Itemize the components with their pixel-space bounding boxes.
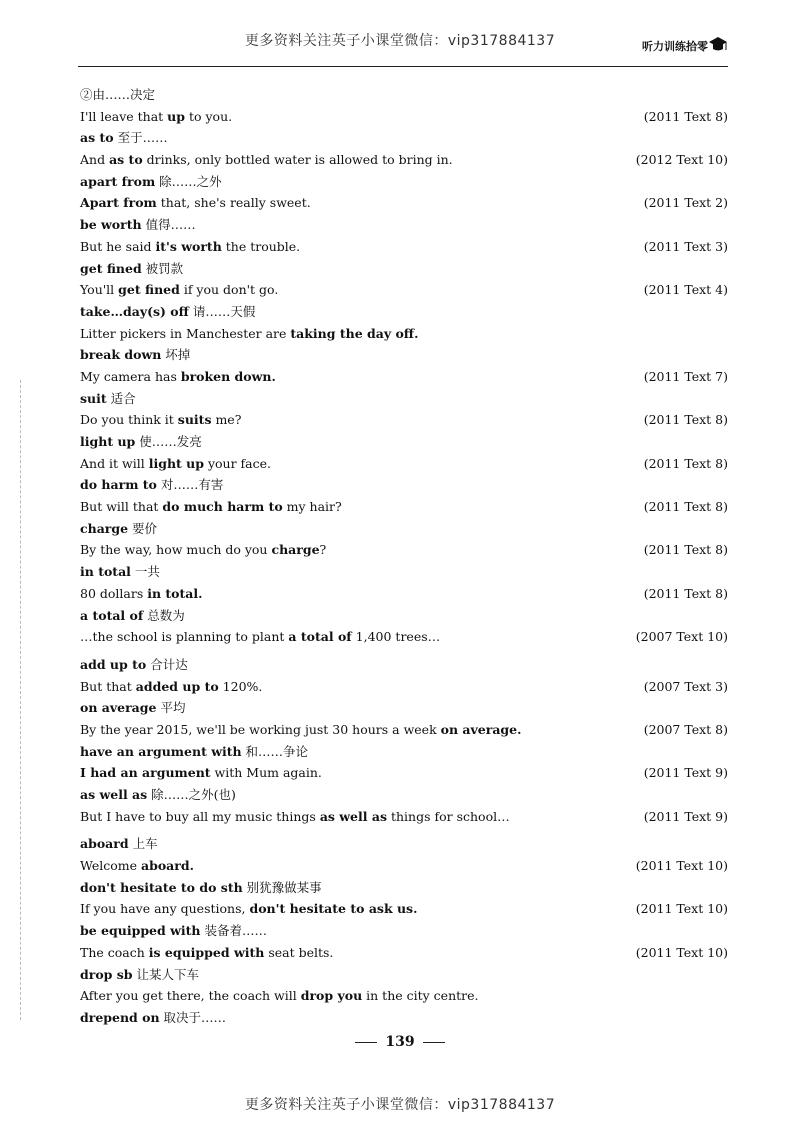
text-run: ②由……决定 xyxy=(80,87,156,102)
bold-phrase: charge xyxy=(80,520,129,536)
text-run: Do you think it xyxy=(80,412,178,428)
example-sentence xyxy=(80,676,730,698)
source-citation: (2011 Text 9) xyxy=(643,808,728,824)
example-sentence xyxy=(80,626,730,648)
text-run: 装备着…… xyxy=(200,923,267,939)
phrase-heading xyxy=(80,654,730,676)
bold-phrase: I had an argument xyxy=(80,765,211,781)
header-watermark: 更多资料关注英子小课堂微信：vip317884137 xyxy=(244,33,556,49)
text-run: But will that xyxy=(80,499,163,515)
vocabulary-list xyxy=(80,84,730,1029)
phrase-heading xyxy=(80,344,730,366)
bold-phrase: taking the day off. xyxy=(290,325,419,341)
bold-phrase: add up to xyxy=(80,656,147,672)
text-run: 请……天假 xyxy=(188,303,256,319)
text-run: 合计达 xyxy=(146,656,188,672)
text-run: my hair? xyxy=(282,499,342,515)
bold-phrase: aboard xyxy=(80,836,129,852)
example-sentence xyxy=(80,583,730,605)
scan-margin-line xyxy=(20,380,22,1020)
bold-phrase: do much harm to xyxy=(162,499,283,515)
example-sentence xyxy=(80,409,730,431)
source-citation: (2011 Text 4) xyxy=(643,282,728,298)
bold-phrase: Apart from xyxy=(80,195,157,211)
text-run: 120%. xyxy=(218,678,263,694)
source-citation: (2011 Text 8) xyxy=(643,585,728,601)
bold-phrase: as to xyxy=(109,152,143,168)
bold-phrase: on average xyxy=(80,700,157,716)
text-run: 坏掉 xyxy=(161,347,191,363)
phrase-heading xyxy=(80,474,730,496)
example-sentence xyxy=(80,279,730,301)
source-citation: (2011 Text 10) xyxy=(635,858,728,874)
bold-phrase: as to xyxy=(80,130,114,146)
text-run: seat belts. xyxy=(264,944,334,960)
text-run: 1,400 trees… xyxy=(351,629,441,645)
header-rule xyxy=(78,66,728,67)
text-run: that, she's really sweet. xyxy=(156,195,311,211)
phrase-heading xyxy=(80,214,730,236)
bold-phrase: be equipped with xyxy=(80,923,201,939)
source-citation: (2011 Text 8) xyxy=(643,108,728,124)
text-run: 使……发亮 xyxy=(135,434,202,449)
text-run: ? xyxy=(319,542,327,558)
source-citation: (2007 Text 8) xyxy=(643,721,728,737)
bold-phrase: drepend on xyxy=(80,1009,160,1025)
text-run: 上车 xyxy=(128,836,158,852)
bold-phrase: in total xyxy=(80,564,131,580)
bold-phrase: light up xyxy=(148,455,204,471)
phrase-heading xyxy=(80,833,730,855)
text-run: 对……有害 xyxy=(156,477,224,493)
example-sentence xyxy=(80,496,730,518)
bold-phrase: suits xyxy=(177,412,212,428)
bold-phrase: it's worth xyxy=(155,238,222,254)
source-citation: (2011 Text 2) xyxy=(643,195,728,211)
text-run: I'll leave that xyxy=(80,108,168,124)
source-citation: (2011 Text 10) xyxy=(635,901,728,917)
source-citation: (2011 Text 8) xyxy=(643,499,728,515)
text-run: 除……之外 xyxy=(155,173,222,189)
bold-phrase: get fined xyxy=(118,282,180,298)
bold-phrase: broken down. xyxy=(180,368,276,384)
bold-phrase: have an argument with xyxy=(80,743,242,759)
bold-phrase: up xyxy=(167,108,185,124)
text-run: 至于…… xyxy=(113,130,168,146)
text-run: You'll xyxy=(80,282,119,298)
bold-phrase: suit xyxy=(80,390,107,406)
example-sentence xyxy=(80,539,730,561)
bold-phrase: as well as xyxy=(80,787,148,802)
graduation-cap-icon xyxy=(708,34,728,54)
source-citation: (2012 Text 10) xyxy=(635,152,728,168)
bold-phrase: drop sb xyxy=(80,966,133,982)
example-sentence xyxy=(80,323,730,345)
text-run: 平均 xyxy=(156,700,186,716)
phrase-heading xyxy=(80,171,730,193)
source-citation: (2011 Text 9) xyxy=(643,765,728,781)
page-number-text: 139 xyxy=(385,1034,415,1050)
source-citation: (2007 Text 3) xyxy=(643,678,728,694)
phrase-heading xyxy=(80,877,730,899)
phrase-heading xyxy=(80,741,730,763)
text-run: 要价 xyxy=(128,520,158,536)
text-run: 总数为 xyxy=(143,607,185,623)
text-run: 适合 xyxy=(106,390,136,406)
source-citation: (2011 Text 8) xyxy=(643,412,728,428)
text-run: me? xyxy=(211,412,242,428)
source-citation: (2011 Text 10) xyxy=(635,944,728,960)
text-run: 一共 xyxy=(130,564,160,580)
text-run: 让某人下车 xyxy=(132,966,200,982)
text-run: Litter pickers in Manchester are xyxy=(80,325,291,341)
example-sentence xyxy=(80,806,730,828)
bold-phrase: aboard. xyxy=(140,858,194,874)
text-run: But I have to buy all my music things xyxy=(80,808,320,824)
phrase-heading xyxy=(80,258,730,280)
bold-phrase: take…day(s) off xyxy=(80,303,189,319)
example-sentence xyxy=(80,236,730,258)
example-sentence xyxy=(80,149,730,171)
text-run: And xyxy=(80,152,110,168)
example-sentence xyxy=(80,719,730,741)
source-citation: (2011 Text 7) xyxy=(643,368,728,384)
example-sentence xyxy=(80,366,730,388)
bold-phrase: on average. xyxy=(440,721,522,737)
text-run: Welcome xyxy=(80,858,141,874)
bold-phrase: don't hesitate to ask us. xyxy=(249,901,418,917)
phrase-heading xyxy=(80,784,730,806)
text-run: But he said xyxy=(80,238,156,254)
text-run: 别犹豫做某事 xyxy=(242,879,322,895)
text-run: 取决于…… xyxy=(159,1009,227,1025)
bold-phrase: apart from xyxy=(80,173,156,189)
phrase-heading xyxy=(80,605,730,627)
bold-phrase: charge xyxy=(271,542,320,558)
bold-phrase: as well as xyxy=(319,808,387,824)
example-sentence xyxy=(80,985,730,1007)
bold-phrase: light up xyxy=(80,434,136,449)
bold-phrase: is equipped with xyxy=(148,944,265,960)
text-run: After you get there, the coach will xyxy=(80,988,301,1004)
example-sentence xyxy=(80,942,730,964)
phrase-heading xyxy=(80,1007,730,1029)
phrase-heading xyxy=(80,431,730,453)
text-run: with Mum again. xyxy=(210,765,322,781)
example-sentence xyxy=(80,106,730,128)
text-run: By the year 2015, we'll be working just 30 hours a week xyxy=(80,721,441,737)
text-run: 和……争论 xyxy=(241,743,309,759)
text-run: the trouble. xyxy=(221,238,301,254)
example-sentence xyxy=(80,762,730,784)
text-run: if you don't go. xyxy=(179,282,279,298)
phrase-heading xyxy=(80,127,730,149)
bold-phrase: added up to xyxy=(135,678,219,694)
text-run: things for school… xyxy=(387,808,510,824)
text-run: …the school is planning to plant xyxy=(80,629,289,645)
bold-phrase: do harm to xyxy=(80,477,157,493)
bold-phrase: get fined xyxy=(80,260,142,276)
text-run: But that xyxy=(80,678,136,694)
phrase-heading xyxy=(80,84,730,106)
text-run: your face. xyxy=(204,455,272,471)
phrase-heading xyxy=(80,388,730,410)
text-run: My camera has xyxy=(80,368,181,384)
text-run: The coach xyxy=(80,944,149,960)
bold-phrase: a total of xyxy=(80,607,144,623)
text-run: to you. xyxy=(185,108,233,124)
phrase-heading xyxy=(80,301,730,323)
example-sentence xyxy=(80,453,730,475)
page-number xyxy=(0,1034,800,1050)
bold-phrase: break down xyxy=(80,347,162,363)
phrase-heading xyxy=(80,964,730,986)
text-run: in the city centre. xyxy=(362,988,479,1004)
text-run: 被罚款 xyxy=(141,260,184,276)
text-run: If you have any questions, xyxy=(80,901,250,917)
phrase-heading xyxy=(80,561,730,583)
phrase-heading xyxy=(80,518,730,540)
source-citation: (2011 Text 3) xyxy=(643,238,728,254)
bold-phrase: drop you xyxy=(300,988,363,1004)
source-citation: (2007 Text 10) xyxy=(635,629,728,645)
text-run: 80 dollars xyxy=(80,585,148,601)
phrase-heading xyxy=(80,697,730,719)
example-sentence xyxy=(80,192,730,214)
running-header-tag: 听力训练拾零 xyxy=(642,40,708,53)
bold-phrase: be worth xyxy=(80,217,142,233)
text-run: 值得…… xyxy=(141,217,196,233)
text-run: And it will xyxy=(80,455,149,471)
source-citation: (2011 Text 8) xyxy=(643,542,728,558)
footer-watermark: 更多资料关注英子小课堂微信：vip317884137 xyxy=(244,1097,556,1113)
text-run: drinks, only bottled water is allowed to bring in. xyxy=(142,152,453,168)
text-run: 除……之外(也) xyxy=(147,787,236,802)
bold-phrase: a total of xyxy=(288,629,352,645)
text-run: By the way, how much do you xyxy=(80,542,272,558)
example-sentence xyxy=(80,855,730,877)
bold-phrase: in total. xyxy=(147,585,203,601)
source-citation: (2011 Text 8) xyxy=(643,455,728,471)
phrase-heading xyxy=(80,920,730,942)
example-sentence xyxy=(80,898,730,920)
bold-phrase: don't hesitate to do sth xyxy=(80,879,243,895)
